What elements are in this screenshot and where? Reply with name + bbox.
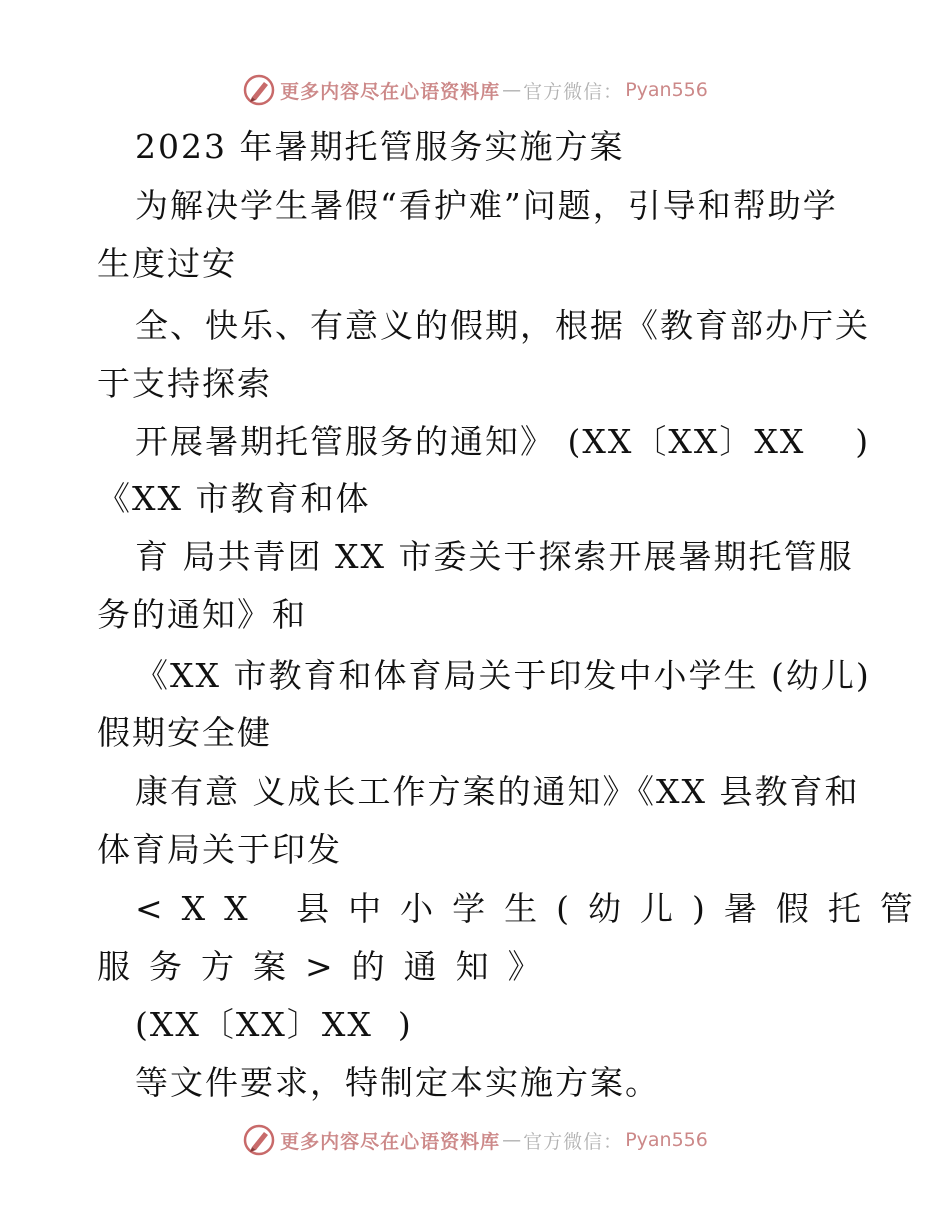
text-line: <XX 县中小学生(幼儿)暑假托管 (135, 889, 932, 928)
text-line: (XX〔XX〕XX ) (135, 1005, 413, 1044)
text-line: 《XX 市教育和体育局关于印发中小学生 (幼儿) (135, 656, 871, 695)
text-line: 《XX 市教育和体 (97, 479, 371, 518)
text-line: 假期安全健 (97, 713, 272, 752)
pen-logo-icon (242, 1123, 276, 1157)
watermark-wechat-id: Pyan556 (625, 1129, 708, 1151)
pen-logo-icon (242, 73, 276, 107)
text-line: 全、快乐、有意义的假期，根据《教育部办厅关 (135, 306, 870, 345)
text-line: 生度过安 (97, 244, 237, 283)
document-title: 2023 年暑期托管服务实施方案 (135, 127, 625, 166)
text-line: 务的通知》和 (97, 595, 307, 634)
text-line: 体育局关于印发 (97, 830, 342, 869)
watermark-wechat-id: Pyan556 (625, 79, 708, 101)
text-line: 于支持探索 (97, 364, 272, 403)
text-line: 育 局共青团 XX 市委关于探索开展暑期托管服 (135, 537, 854, 576)
text-line: 等文件要求，特制定本实施方案。 (135, 1063, 660, 1102)
text-line: 康有意 义成长工作方案的通知》《XX 县教育和 (135, 772, 860, 811)
watermark-main-text: 更多内容尽在心语资料库 (280, 80, 501, 103)
watermark-banner-top (0, 70, 950, 110)
text-line: 为解决学生暑假“看护难”问题，引导和帮助学 (135, 186, 838, 225)
watermark-main-text: 更多内容尽在心语资料库 (280, 1130, 501, 1153)
watermark-banner-bottom (0, 1120, 950, 1160)
watermark-sub-text: 官方微信： (523, 1130, 624, 1153)
text-line: 服务方案>的通知》 (97, 947, 560, 986)
text-line: 开展暑期托管服务的通知》 (XX〔XX〕XX ) (135, 422, 871, 461)
watermark-dash: — (502, 1129, 522, 1151)
watermark-sub-text: 官方微信： (523, 80, 624, 103)
watermark-dash: — (502, 79, 522, 101)
